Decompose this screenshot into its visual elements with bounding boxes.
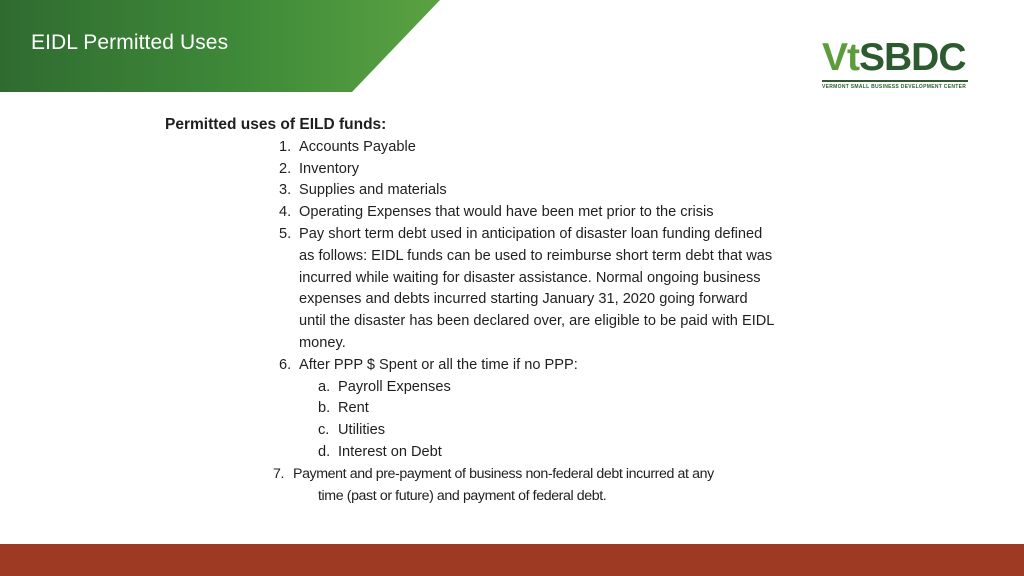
logo-subtitle: VERMONT SMALL BUSINESS DEVELOPMENT CENTER <box>822 84 967 90</box>
list-number: 4. <box>279 204 292 221</box>
list-item-text: Inventory <box>299 160 360 177</box>
list-item <box>165 180 805 202</box>
sub-list-letter: c. <box>318 422 330 439</box>
sub-list-item-text: Rent <box>338 400 369 417</box>
page-title: EIDL Permitted Uses <box>31 31 229 54</box>
list-number: 1. <box>279 138 292 155</box>
list-item <box>165 355 805 377</box>
list-item-text: Accounts Payable <box>299 138 416 155</box>
permitted-uses-list <box>165 137 805 508</box>
sub-list-item-text: Payroll Expenses <box>338 378 451 395</box>
logo-wordmark <box>822 38 972 78</box>
content-heading: Permitted uses of EILD funds: <box>165 116 387 133</box>
sub-list-item-text: Utilities <box>338 422 386 439</box>
list-number: 3. <box>279 182 292 199</box>
footer-bar <box>0 544 1024 576</box>
list-item <box>165 464 805 508</box>
sub-list-item <box>165 398 805 420</box>
list-number: 7. <box>273 465 285 482</box>
list-item <box>165 137 805 159</box>
logo-divider <box>822 80 968 82</box>
slide-content <box>165 114 805 507</box>
logo-vt-text: Vt <box>822 36 859 79</box>
list-item-text-line1: Payment and pre-payment of business non-federal debt incurred at any <box>293 465 714 482</box>
list-item-text: Supplies and materials <box>299 182 447 199</box>
list-number: 2. <box>279 160 292 177</box>
sub-list-item <box>165 420 805 442</box>
sub-list-item <box>165 377 805 399</box>
list-item-text: Operating Expenses that would have been met prior to the crisis <box>299 204 714 221</box>
logo-sbdc-text: SBDC <box>859 36 966 79</box>
list-item <box>165 159 805 181</box>
list-item-text: Pay short term debt used in anticipation of disaster loan funding defined as follows: EIDL funds can be used to reimburse short term debt that was incurred while waiting for disaster assistance. Normal ongoing business expenses and debts incurred starting January 31, 2020 going forward until the disaster has been declared over, are eligible to be paid with EIDL money. <box>299 225 774 351</box>
sub-list-item-text: Interest on Debt <box>338 443 442 460</box>
list-item-text-line2: time (past or future) and payment of federal debt. <box>318 487 607 504</box>
sub-list-letter: b. <box>318 400 331 417</box>
list-item <box>165 202 805 224</box>
list-item-text: After PPP $ Spent or all the time if no PPP: <box>299 356 578 373</box>
vtsbdc-logo <box>822 38 972 93</box>
list-item <box>165 224 805 355</box>
sub-list-letter: d. <box>318 443 331 460</box>
list-number: 5. <box>279 225 292 242</box>
list-number: 6. <box>279 356 292 373</box>
sub-list-letter: a. <box>318 378 331 395</box>
sub-list-item <box>165 442 805 464</box>
